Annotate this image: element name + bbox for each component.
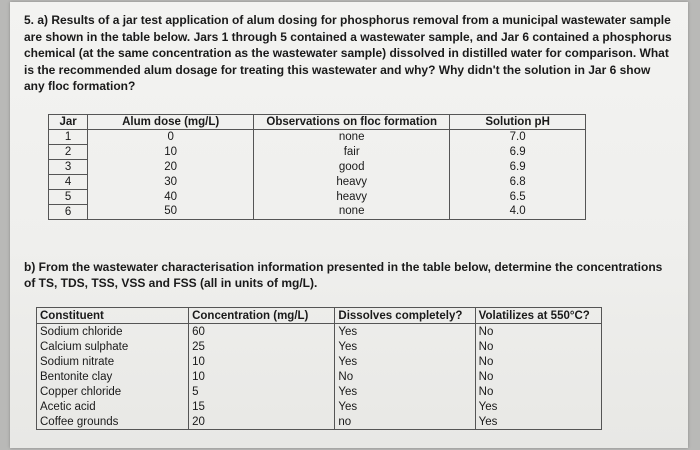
table-row [49, 145, 586, 160]
question-5b-text: b) From the wastewater characterisation information presented in the table below, determine the concentrations of TS, TDS, TSS, VSS and FSS (all in units of mg/L). [24, 260, 663, 290]
dissolves: no [335, 414, 475, 430]
dissolves: Yes [335, 339, 475, 354]
jar-number: 4 [49, 175, 88, 190]
floc-observation: none [254, 205, 450, 220]
header-alum-dose: Alum dose (mg/L) [88, 115, 254, 130]
solution-ph: 7.0 [450, 130, 586, 145]
concentration: 10 [189, 369, 335, 384]
table-row [37, 324, 602, 340]
header-constituent: Constituent [37, 308, 189, 324]
jar-number: 5 [49, 190, 88, 205]
dissolves: No [335, 369, 475, 384]
alum-dose: 10 [88, 145, 254, 160]
jar-number: 3 [49, 160, 88, 175]
volatilizes: Yes [475, 414, 601, 430]
jar-number: 6 [49, 205, 88, 220]
floc-observation: heavy [254, 190, 450, 205]
table-row [37, 339, 602, 354]
alum-dose: 20 [88, 160, 254, 175]
solution-ph: 6.9 [450, 145, 586, 160]
alum-dose: 50 [88, 205, 254, 220]
table-row [37, 399, 602, 414]
question-5a-text: 5. a) Results of a jar test application of alum dosing for phosphorus removal from a municipal wastewater sample are shown in the table below. Jars 1 through 5 contained a wastewater sample, and Jar 6 contained a phosphorus chemical (at the same concentration as the wastewater sample) dissolved in distilled water for comparison. What is the recommended alum dosage for treating this wastewater and why? Why didn't the solution in Jar 6 show any floc formation? [24, 13, 672, 93]
header-dissolves: Dissolves completely? [335, 308, 475, 324]
volatilizes: Yes [475, 399, 601, 414]
table-row [49, 175, 586, 190]
dissolves: Yes [335, 399, 475, 414]
volatilizes: No [475, 369, 601, 384]
alum-dose: 30 [88, 175, 254, 190]
constituent-table [36, 307, 602, 430]
constituent-name: Bentonite clay [37, 369, 189, 384]
dissolves: Yes [335, 384, 475, 399]
floc-observation: none [254, 130, 450, 145]
constituent-table-header-row [37, 308, 602, 324]
volatilizes: No [475, 354, 601, 369]
concentration: 10 [189, 354, 335, 369]
table-row [49, 160, 586, 175]
table-row [37, 354, 602, 369]
header-solution-ph: Solution pH [450, 115, 586, 130]
table-row [37, 414, 602, 430]
solution-ph: 4.0 [450, 205, 586, 220]
table-row [37, 369, 602, 384]
floc-observation: good [254, 160, 450, 175]
header-volatilizes: Volatilizes at 550°C? [475, 308, 601, 324]
concentration: 5 [189, 384, 335, 399]
header-observations: Observations on floc formation [254, 115, 450, 130]
floc-observation: heavy [254, 175, 450, 190]
constituent-name: Sodium chloride [37, 324, 189, 340]
constituent-name: Calcium sulphate [37, 339, 189, 354]
concentration: 25 [189, 339, 335, 354]
concentration: 60 [189, 324, 335, 340]
constituent-name: Coffee grounds [37, 414, 189, 430]
table-row [49, 190, 586, 205]
jar-number: 1 [49, 130, 88, 145]
jar-number: 2 [49, 145, 88, 160]
table-row [37, 384, 602, 399]
table-row [49, 130, 586, 145]
alum-dose: 0 [88, 130, 254, 145]
solution-ph: 6.9 [450, 160, 586, 175]
jar-table-header-row [49, 115, 586, 130]
concentration: 15 [189, 399, 335, 414]
volatilizes: No [475, 339, 601, 354]
constituent-name: Copper chloride [37, 384, 189, 399]
jar-test-table [48, 114, 586, 220]
floc-observation: fair [254, 145, 450, 160]
solution-ph: 6.8 [450, 175, 586, 190]
table-row [49, 205, 586, 220]
document-page [10, 2, 688, 448]
dissolves: Yes [335, 324, 475, 340]
dissolves: Yes [335, 354, 475, 369]
volatilizes: No [475, 384, 601, 399]
header-jar: Jar [49, 115, 88, 130]
constituent-name: Acetic acid [37, 399, 189, 414]
header-concentration: Concentration (mg/L) [189, 308, 335, 324]
volatilizes: No [475, 324, 601, 340]
solution-ph: 6.5 [450, 190, 586, 205]
constituent-name: Sodium nitrate [37, 354, 189, 369]
alum-dose: 40 [88, 190, 254, 205]
concentration: 20 [189, 414, 335, 430]
